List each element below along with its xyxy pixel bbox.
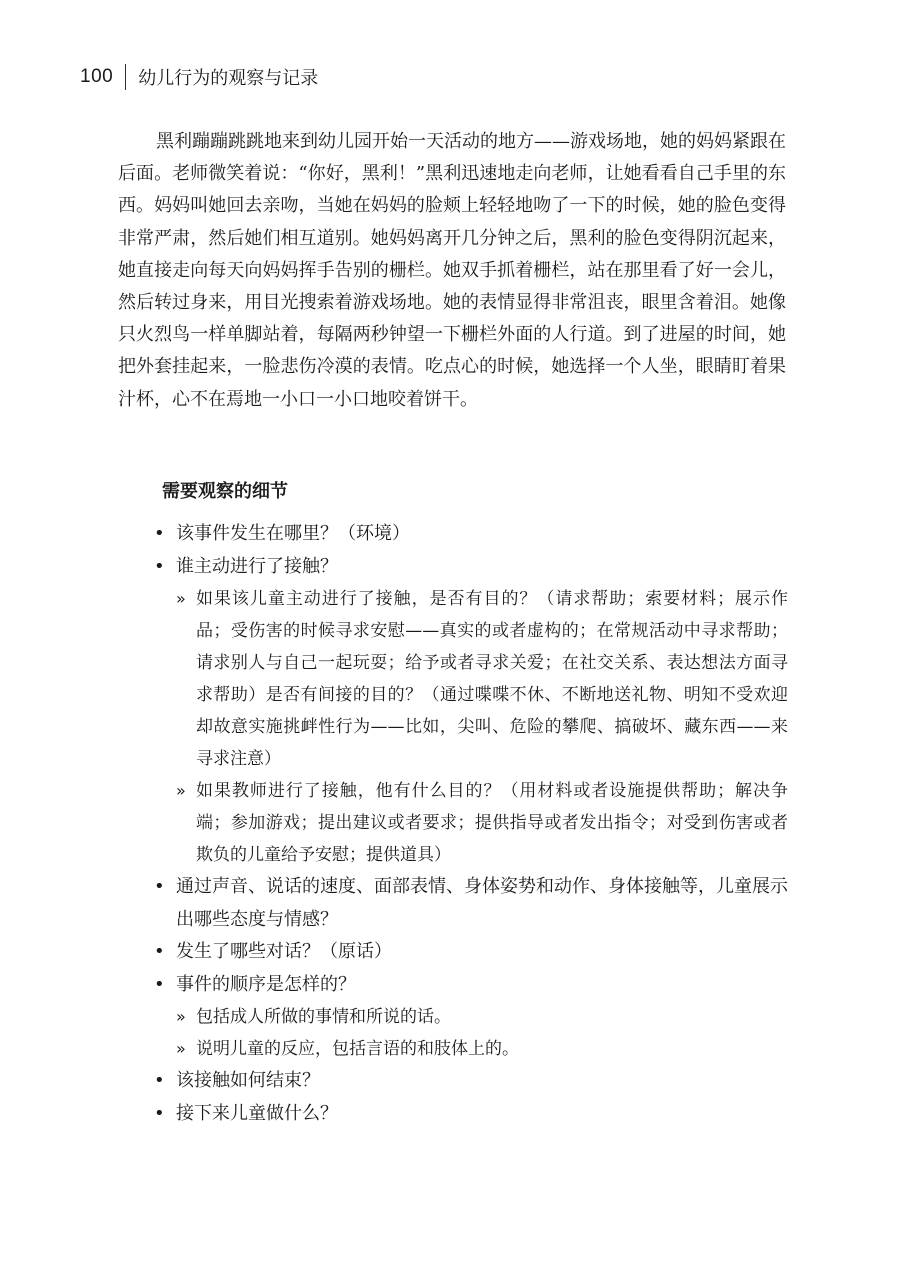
sub-item-text: 如果该儿童主动进行了接触，是否有目的？（请求帮助；索要材料；展示作品；受伤害的时候寻求安慰——真实的或者虚构的；在常规活动中寻求帮助；请求别人与自己一起玩耍；给予或者寻求关爱；在社交关系、表达想法方面寻求帮助）是否有间接的目的？（通过喋喋不休、不断地送礼物、明知不受欢迎却故意实施挑衅性行为——比如，尖叫、危险的攀爬、搞破坏、藏东西——来寻求注意） [196, 589, 788, 769]
list-item-text: 事件的顺序是怎样的？ [176, 973, 356, 995]
list-item [152, 969, 788, 1066]
bullet-icon: • [154, 1102, 165, 1124]
bullet-icon: • [154, 973, 165, 995]
list-item-text: 发生了哪些对话？（原话） [176, 941, 392, 962]
list-item-text: 该事件发生在哪里？（环境） [176, 523, 410, 544]
sub-item-text: 包括成人所做的事情和所说的话。 [196, 1007, 451, 1027]
double-chevron-icon: » [176, 589, 186, 608]
list-item [152, 1098, 788, 1131]
narrative-paragraph: 黑利蹦蹦跳跳地来到幼儿园开始一天活动的地方——游戏场地，她的妈妈紧跟在后面。老师微笑着说：“你好，黑利！”黑利迅速地走向老师，让她看看自己手里的东西。妈妈叫她回去亲吻，当她在妈妈的脸颊上轻轻地吻了一下的时候，她的脸色变得非常严肃，然后她们相互道别。她妈妈离开几分钟之后，黑利的脸色变得阴沉起来，她直接走向每天向妈妈挥手告别的栅栏。她双手抓着栅栏，站在那里看了好一会儿，然后转过身来，用目光搜索着游戏场地。她的表情显得非常沮丧，眼里含着泪。她像只火烈鸟一样单脚站着，每隔两秒钟望一下栅栏外面的人行道。到了进屋的时间，她把外套挂起来，一脸悲伤冷漠的表情。吃点心的时候，她选择一个人坐，眼睛盯着果汁杯，心不在焉地一小口一小口地咬着饼干。 [118, 131, 786, 410]
bullet-icon: • [154, 941, 165, 962]
observation-detail-list [152, 518, 788, 1130]
bullet-icon: • [154, 555, 165, 577]
sub-item [176, 1033, 788, 1065]
page-header [80, 62, 318, 92]
list-item [152, 1065, 788, 1098]
list-item [152, 551, 788, 872]
double-chevron-icon: » [176, 1007, 186, 1026]
bullet-icon: • [154, 876, 165, 897]
sub-item [176, 583, 788, 775]
list-item-text: 接下来儿童做什么？ [176, 1102, 338, 1124]
list-item-text: 谁主动进行了接触？ [176, 555, 338, 577]
double-chevron-icon: » [176, 1039, 186, 1058]
double-chevron-icon: » [176, 781, 186, 800]
sub-item [176, 775, 788, 871]
list-item [152, 871, 788, 936]
sub-item-text: 如果教师进行了接触，他有什么目的？（用材料或者设施提供帮助；解决争端；参加游戏；提出建议或者要求；提供指导或者发出指令；对受到伤害或者欺负的儿童给予安慰；提供道具） [196, 781, 788, 865]
page-number: 100 [80, 66, 114, 87]
book-title: 幼儿行为的观察与记录 [138, 68, 319, 89]
list-item-text: 该接触如何结束？ [176, 1070, 320, 1091]
list-item [152, 518, 788, 551]
section-heading: 需要观察的细节 [162, 481, 288, 502]
header-divider [125, 64, 126, 90]
bullet-icon: • [154, 1070, 165, 1091]
list-item-text: 通过声音、说话的速度、面部表情、身体姿势和动作、身体接触等，儿童展示出哪些态度与情感？ [176, 876, 788, 930]
bullet-icon: • [154, 523, 165, 544]
sub-item-text: 说明儿童的反应，包括言语的和肢体上的。 [196, 1039, 519, 1059]
sub-item [176, 1001, 788, 1033]
list-item [152, 936, 788, 969]
